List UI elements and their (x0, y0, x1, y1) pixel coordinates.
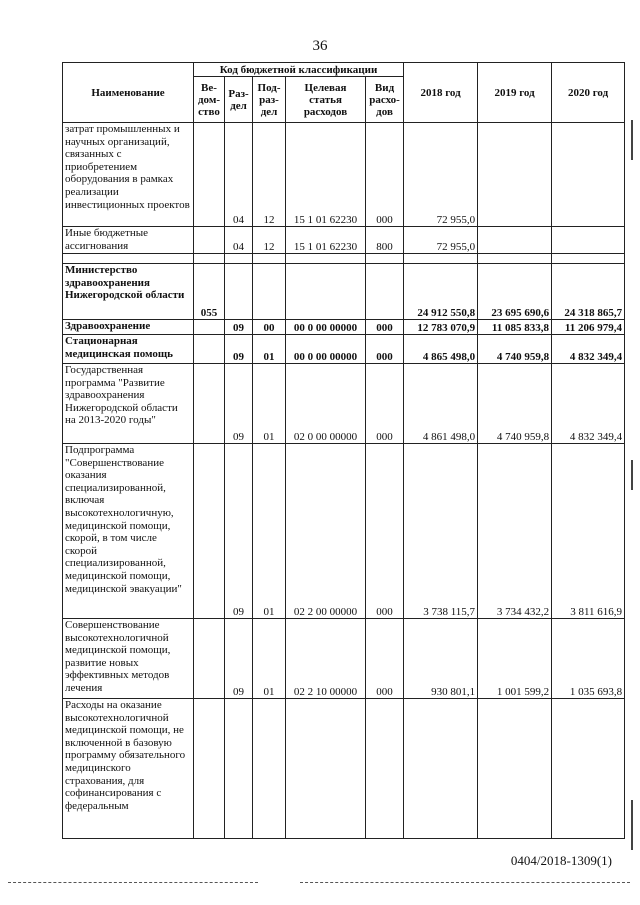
scan-edge-mark (631, 120, 633, 160)
row-name: Расходы на оказание высокотехнологичной медицинской помощи, не включенной в базовую программу обязательного медицинского страхования, для софинансирования с федеральным (63, 699, 194, 839)
row-ved (194, 619, 225, 699)
document-code: 0404/2018-1309(1) (510, 853, 612, 868)
header-name: Наименование (63, 63, 194, 123)
table-row (63, 227, 625, 254)
scan-edge-mark (631, 800, 633, 850)
row-name: Иные бюджетные ассигнования (63, 227, 194, 254)
row-2018: 24 912 550,8 (404, 264, 478, 320)
row-pr: 01 (253, 619, 286, 699)
page-number: 36 (312, 38, 328, 54)
row-vr (366, 699, 404, 839)
scan-edge-mark (631, 460, 633, 490)
row-2019: 23 695 690,6 (478, 264, 552, 320)
row-ved (194, 123, 225, 227)
row-2019: 4 740 959,8 (478, 335, 552, 364)
row-cs (286, 699, 366, 839)
header-vid: Вид расхо- дов (366, 77, 404, 123)
row-rz (225, 254, 253, 264)
row-rz (225, 264, 253, 320)
row-vr: 800 (366, 227, 404, 254)
row-2018: 72 955,0 (404, 123, 478, 227)
row-2019: 11 085 833,8 (478, 320, 552, 335)
row-ved (194, 320, 225, 335)
row-2018: 3 738 115,7 (404, 444, 478, 619)
row-cs: 02 0 00 00000 (286, 364, 366, 444)
row-rz: 09 (225, 619, 253, 699)
row-pr: 01 (253, 444, 286, 619)
row-pr: 12 (253, 227, 286, 254)
row-pr: 12 (253, 123, 286, 227)
row-cs: 02 2 00 00000 (286, 444, 366, 619)
row-2020: 4 832 349,4 (552, 335, 625, 364)
table-row (63, 123, 625, 227)
separator-row (63, 254, 625, 264)
row-name (63, 254, 194, 264)
row-2018: 4 865 498,0 (404, 335, 478, 364)
row-rz: 04 (225, 227, 253, 254)
row-vr: 000 (366, 123, 404, 227)
row-2020 (552, 123, 625, 227)
row-2020 (552, 227, 625, 254)
table-row (63, 364, 625, 444)
row-ved (194, 699, 225, 839)
row-rz: 09 (225, 444, 253, 619)
table-row (63, 320, 625, 335)
row-ved (194, 254, 225, 264)
scan-artifact-line (300, 882, 630, 884)
row-2020: 1 035 693,8 (552, 619, 625, 699)
header-razdel: Раз- дел (225, 77, 253, 123)
row-pr: 00 (253, 320, 286, 335)
row-rz: 04 (225, 123, 253, 227)
row-vr: 000 (366, 619, 404, 699)
row-rz: 09 (225, 320, 253, 335)
row-2020 (552, 699, 625, 839)
row-cs (286, 254, 366, 264)
row-2020 (552, 254, 625, 264)
row-rz: 09 (225, 335, 253, 364)
row-pr: 01 (253, 364, 286, 444)
row-name: Министерство здравоохранения Нижегородской области (63, 264, 194, 320)
row-cs: 00 0 00 00000 (286, 335, 366, 364)
scan-artifact-line (8, 882, 258, 884)
row-vr: 000 (366, 444, 404, 619)
row-2019: 3 734 432,2 (478, 444, 552, 619)
row-pr (253, 699, 286, 839)
header-target: Целевая статья расходов (286, 77, 366, 123)
header-podrazdel: Под- раз- дел (253, 77, 286, 123)
row-vr: 000 (366, 364, 404, 444)
row-cs: 00 0 00 00000 (286, 320, 366, 335)
row-2019 (478, 254, 552, 264)
table-row (63, 619, 625, 699)
row-pr (253, 254, 286, 264)
table-row (63, 444, 625, 619)
row-2019: 1 001 599,2 (478, 619, 552, 699)
row-ved: 055 (194, 264, 225, 320)
row-vr: 000 (366, 320, 404, 335)
row-name: Подпрограмма "Совершенствование оказания специализированной, включая высокотехнологичную, медицинской помощи, скорой, в том числе скорой специализированной, медицинской помощи, медицинской эвакуации" (63, 444, 194, 619)
row-2018: 72 955,0 (404, 227, 478, 254)
row-ved (194, 335, 225, 364)
row-vr (366, 254, 404, 264)
row-rz: 09 (225, 364, 253, 444)
header-2020: 2020 год (552, 63, 625, 123)
row-2019 (478, 123, 552, 227)
row-ved (194, 444, 225, 619)
row-2019 (478, 227, 552, 254)
header-2018: 2018 год (404, 63, 478, 123)
row-ved (194, 227, 225, 254)
row-2018 (404, 699, 478, 839)
row-ved (194, 364, 225, 444)
row-pr: 01 (253, 335, 286, 364)
row-2019 (478, 699, 552, 839)
row-name: затрат промышленных и научных организаций, связанных с приобретением оборудования в рамках реализации инвестиционных проектов (63, 123, 194, 227)
table-row (63, 335, 625, 364)
row-pr (253, 264, 286, 320)
table-row (63, 264, 625, 320)
row-cs: 02 2 10 00000 (286, 619, 366, 699)
row-cs (286, 264, 366, 320)
row-rz (225, 699, 253, 839)
row-cs: 15 1 01 62230 (286, 123, 366, 227)
row-2019: 4 740 959,8 (478, 364, 552, 444)
row-2018: 930 801,1 (404, 619, 478, 699)
table-row (63, 699, 625, 839)
header-code-group: Код бюджетной классификации (194, 63, 404, 77)
row-vr: 000 (366, 335, 404, 364)
row-2020: 24 318 865,7 (552, 264, 625, 320)
row-2020: 3 811 616,9 (552, 444, 625, 619)
row-2020: 4 832 349,4 (552, 364, 625, 444)
header-2019: 2019 год (478, 63, 552, 123)
row-2018: 12 783 070,9 (404, 320, 478, 335)
row-2018 (404, 254, 478, 264)
row-cs: 15 1 01 62230 (286, 227, 366, 254)
row-vr (366, 264, 404, 320)
row-name: Совершенствование высокотехнологичной медицинской помощи, развитие новых эффективных методов лечения (63, 619, 194, 699)
row-name: Стационарная медицинская помощь (63, 335, 194, 364)
row-name: Государственная программа "Развитие здравоохранения Нижегородской области на 2013-2020 годы" (63, 364, 194, 444)
budget-table (62, 62, 625, 839)
row-2018: 4 861 498,0 (404, 364, 478, 444)
row-name: Здравоохранение (63, 320, 194, 335)
row-2020: 11 206 979,4 (552, 320, 625, 335)
header-vedomstvo: Ве- дом- ство (194, 77, 225, 123)
